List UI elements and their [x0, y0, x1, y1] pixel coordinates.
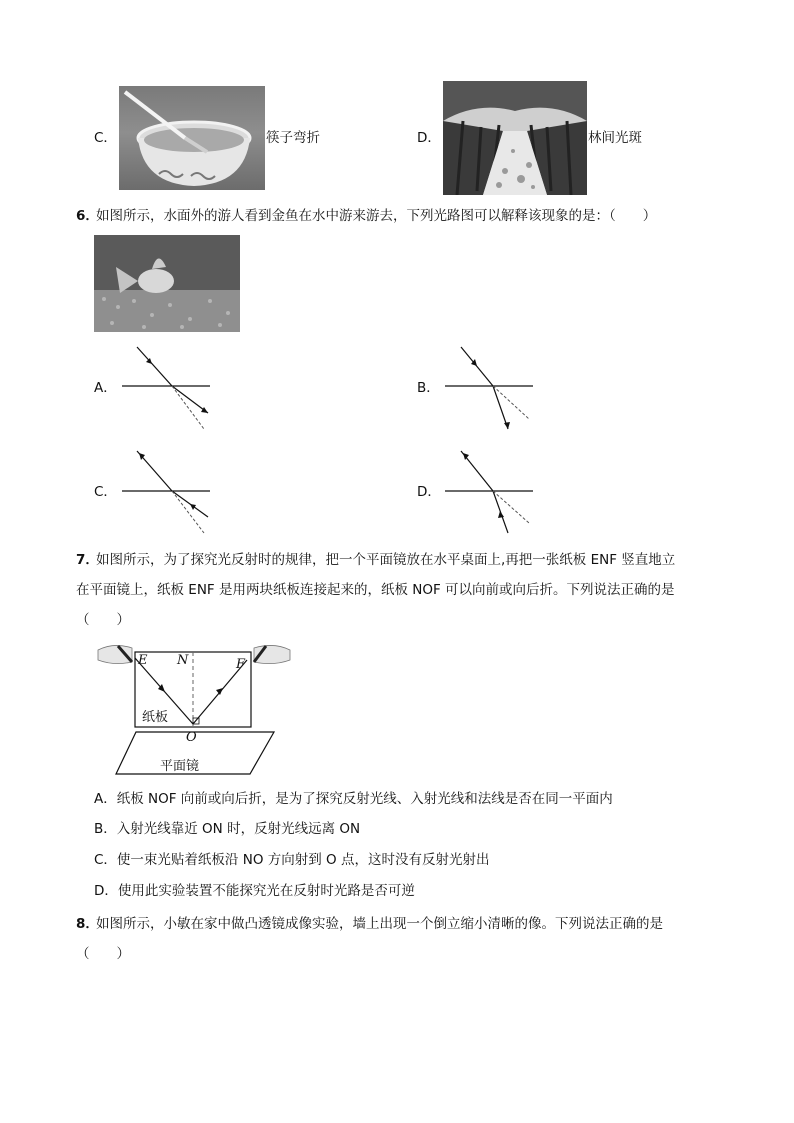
option-a-label: A．: [94, 380, 117, 396]
question-7-option-c: C．使一束光贴着纸板沿 NO 方向射到 O 点，这时没有反射光射出: [94, 852, 490, 868]
forest-light-spots-photo: [443, 81, 587, 195]
question-7-stem-line2: 在平面镜上，纸板 ENF 是用两块纸板连接起来的，纸板 NOF 可以向前或向后折。下列说法正确的是: [76, 582, 675, 598]
question-7-stem-line1: 如图所示，为了探究光反射时的规律，把一个平面镜放在水平桌面上,再把一张纸板 ENF 竖直地立: [96, 552, 676, 568]
question-8-stem-line2: （ ）: [76, 946, 130, 962]
option-d-caption: 林间光斑: [588, 130, 642, 146]
label-f: F: [236, 657, 246, 672]
plane-mirror-label: 平面镜: [160, 759, 200, 774]
question-7-option-a: A．纸板 NOF 向前或向后折，是为了探究反射光线、入射光线和法线是否在同一平面内: [94, 791, 613, 807]
option-c-caption: 筷子弯折: [266, 130, 320, 146]
ray-diagram-c: [118, 447, 214, 535]
question-8-number: 8．: [76, 916, 99, 932]
label-n: N: [177, 653, 189, 668]
label-e: E: [138, 653, 148, 668]
question-7-option-d: D．使用此实验装置不能探究光在反射时光路是否可逆: [94, 883, 415, 899]
label-o: O: [186, 730, 197, 745]
option-c-letter: C．: [94, 130, 117, 146]
question-8-stem-line1: 如图所示，小敏在家中做凸透镜成像实验，墙上出现一个倒立缩小清晰的像。下列说法正确的是: [96, 916, 663, 932]
goldfish-photo: [94, 235, 240, 332]
ray-diagram-b: [441, 343, 537, 431]
ray-diagram-a: [118, 343, 214, 431]
ray-diagram-d: [441, 447, 537, 535]
question-7-number: 7．: [76, 552, 99, 568]
option-b-label: B．: [417, 380, 440, 396]
question-6-number: 6．: [76, 208, 99, 224]
question-7-stem-line3: （ ）: [76, 612, 130, 628]
question-7-option-b: B．入射光线靠近 ON 时，反射光线远离 ON: [94, 821, 361, 837]
option-d-letter: D．: [417, 130, 441, 146]
paper-board-label: 纸板: [142, 710, 169, 725]
chopsticks-bowl-photo: [119, 86, 265, 190]
question-6-stem: 如图所示，水面外的游人看到金鱼在水中游来游去，下列光路图可以解释该现象的是：（ ）: [96, 208, 657, 224]
option-c-diagram-label: C．: [94, 484, 117, 500]
option-d-diagram-label: D．: [417, 484, 441, 500]
